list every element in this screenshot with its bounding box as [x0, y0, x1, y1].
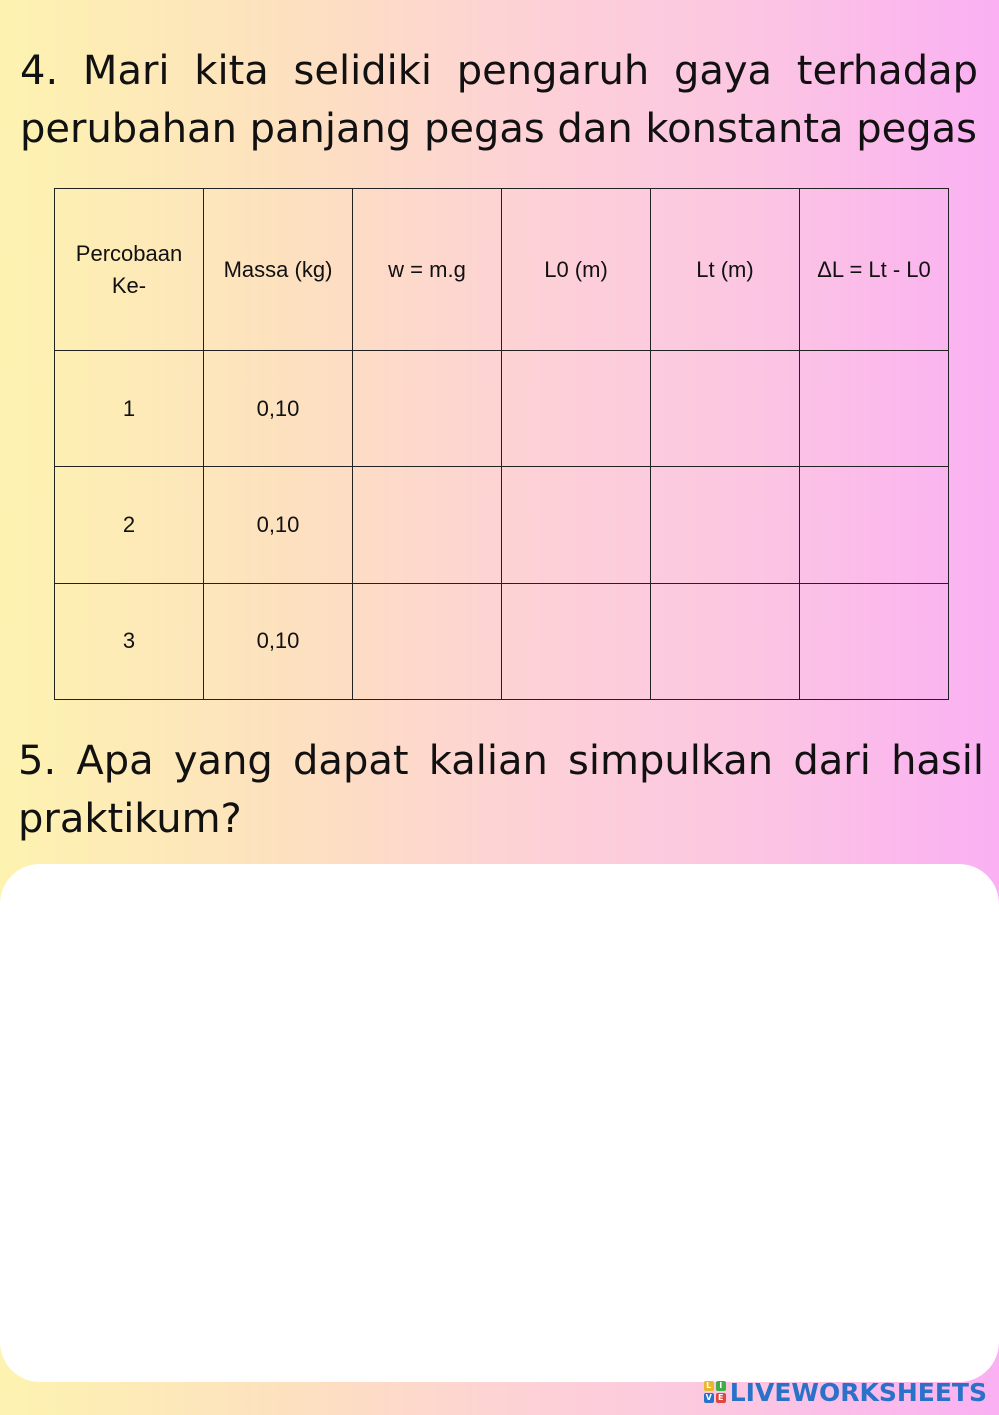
cell-l0-input[interactable] [502, 583, 651, 699]
logo-letter-l: L [704, 1381, 714, 1391]
cell-delta-l-input[interactable] [800, 351, 949, 467]
cell-mass: 0,10 [204, 351, 353, 467]
header-delta-l: ΔL = Lt - L0 [800, 189, 949, 351]
cell-lt-input[interactable] [651, 351, 800, 467]
cell-weight-input[interactable] [353, 467, 502, 583]
header-massa: Massa (kg) [204, 189, 353, 351]
cell-weight-input[interactable] [353, 351, 502, 467]
cell-lt-input[interactable] [651, 467, 800, 583]
header-percobaan: Percobaan Ke- [55, 189, 204, 351]
table-row [55, 583, 949, 699]
data-table-container [54, 188, 948, 700]
table-header-row [55, 189, 949, 351]
table-row [55, 351, 949, 467]
logo-letter-v: V [705, 1393, 712, 1402]
cell-trial: 1 [55, 351, 204, 467]
question-5-text: 5. Apa yang dapat kalian simpulkan dari hasil praktikum? [18, 738, 984, 842]
question-4-text: 4. Mari kita selidiki pengaruh gaya terhadap perubahan panjang pegas dan konstanta pegas [20, 48, 978, 152]
data-table [54, 188, 949, 700]
cell-mass: 0,10 [204, 467, 353, 583]
header-l0: L0 (m) [502, 189, 651, 351]
cell-trial: 2 [55, 467, 204, 583]
cell-delta-l-input[interactable] [800, 467, 949, 583]
cell-delta-l-input[interactable] [800, 583, 949, 699]
header-weight: w = m.g [353, 189, 502, 351]
logo-letter-i: I [716, 1381, 726, 1391]
header-lt: Lt (m) [651, 189, 800, 351]
cell-l0-input[interactable] [502, 351, 651, 467]
liveworksheets-logo [704, 1376, 987, 1408]
cell-trial: 3 [55, 583, 204, 699]
answer-text-box[interactable] [0, 864, 999, 1382]
table-row [55, 467, 949, 583]
cell-mass: 0,10 [204, 583, 353, 699]
cell-l0-input[interactable] [502, 467, 651, 583]
logo-letter-e: E [716, 1393, 726, 1403]
liveworksheets-wordmark: LIVEWORKSHEETS [729, 1377, 987, 1407]
liveworksheets-mark-icon [704, 1381, 726, 1403]
cell-weight-input[interactable] [353, 583, 502, 699]
cell-lt-input[interactable] [651, 583, 800, 699]
